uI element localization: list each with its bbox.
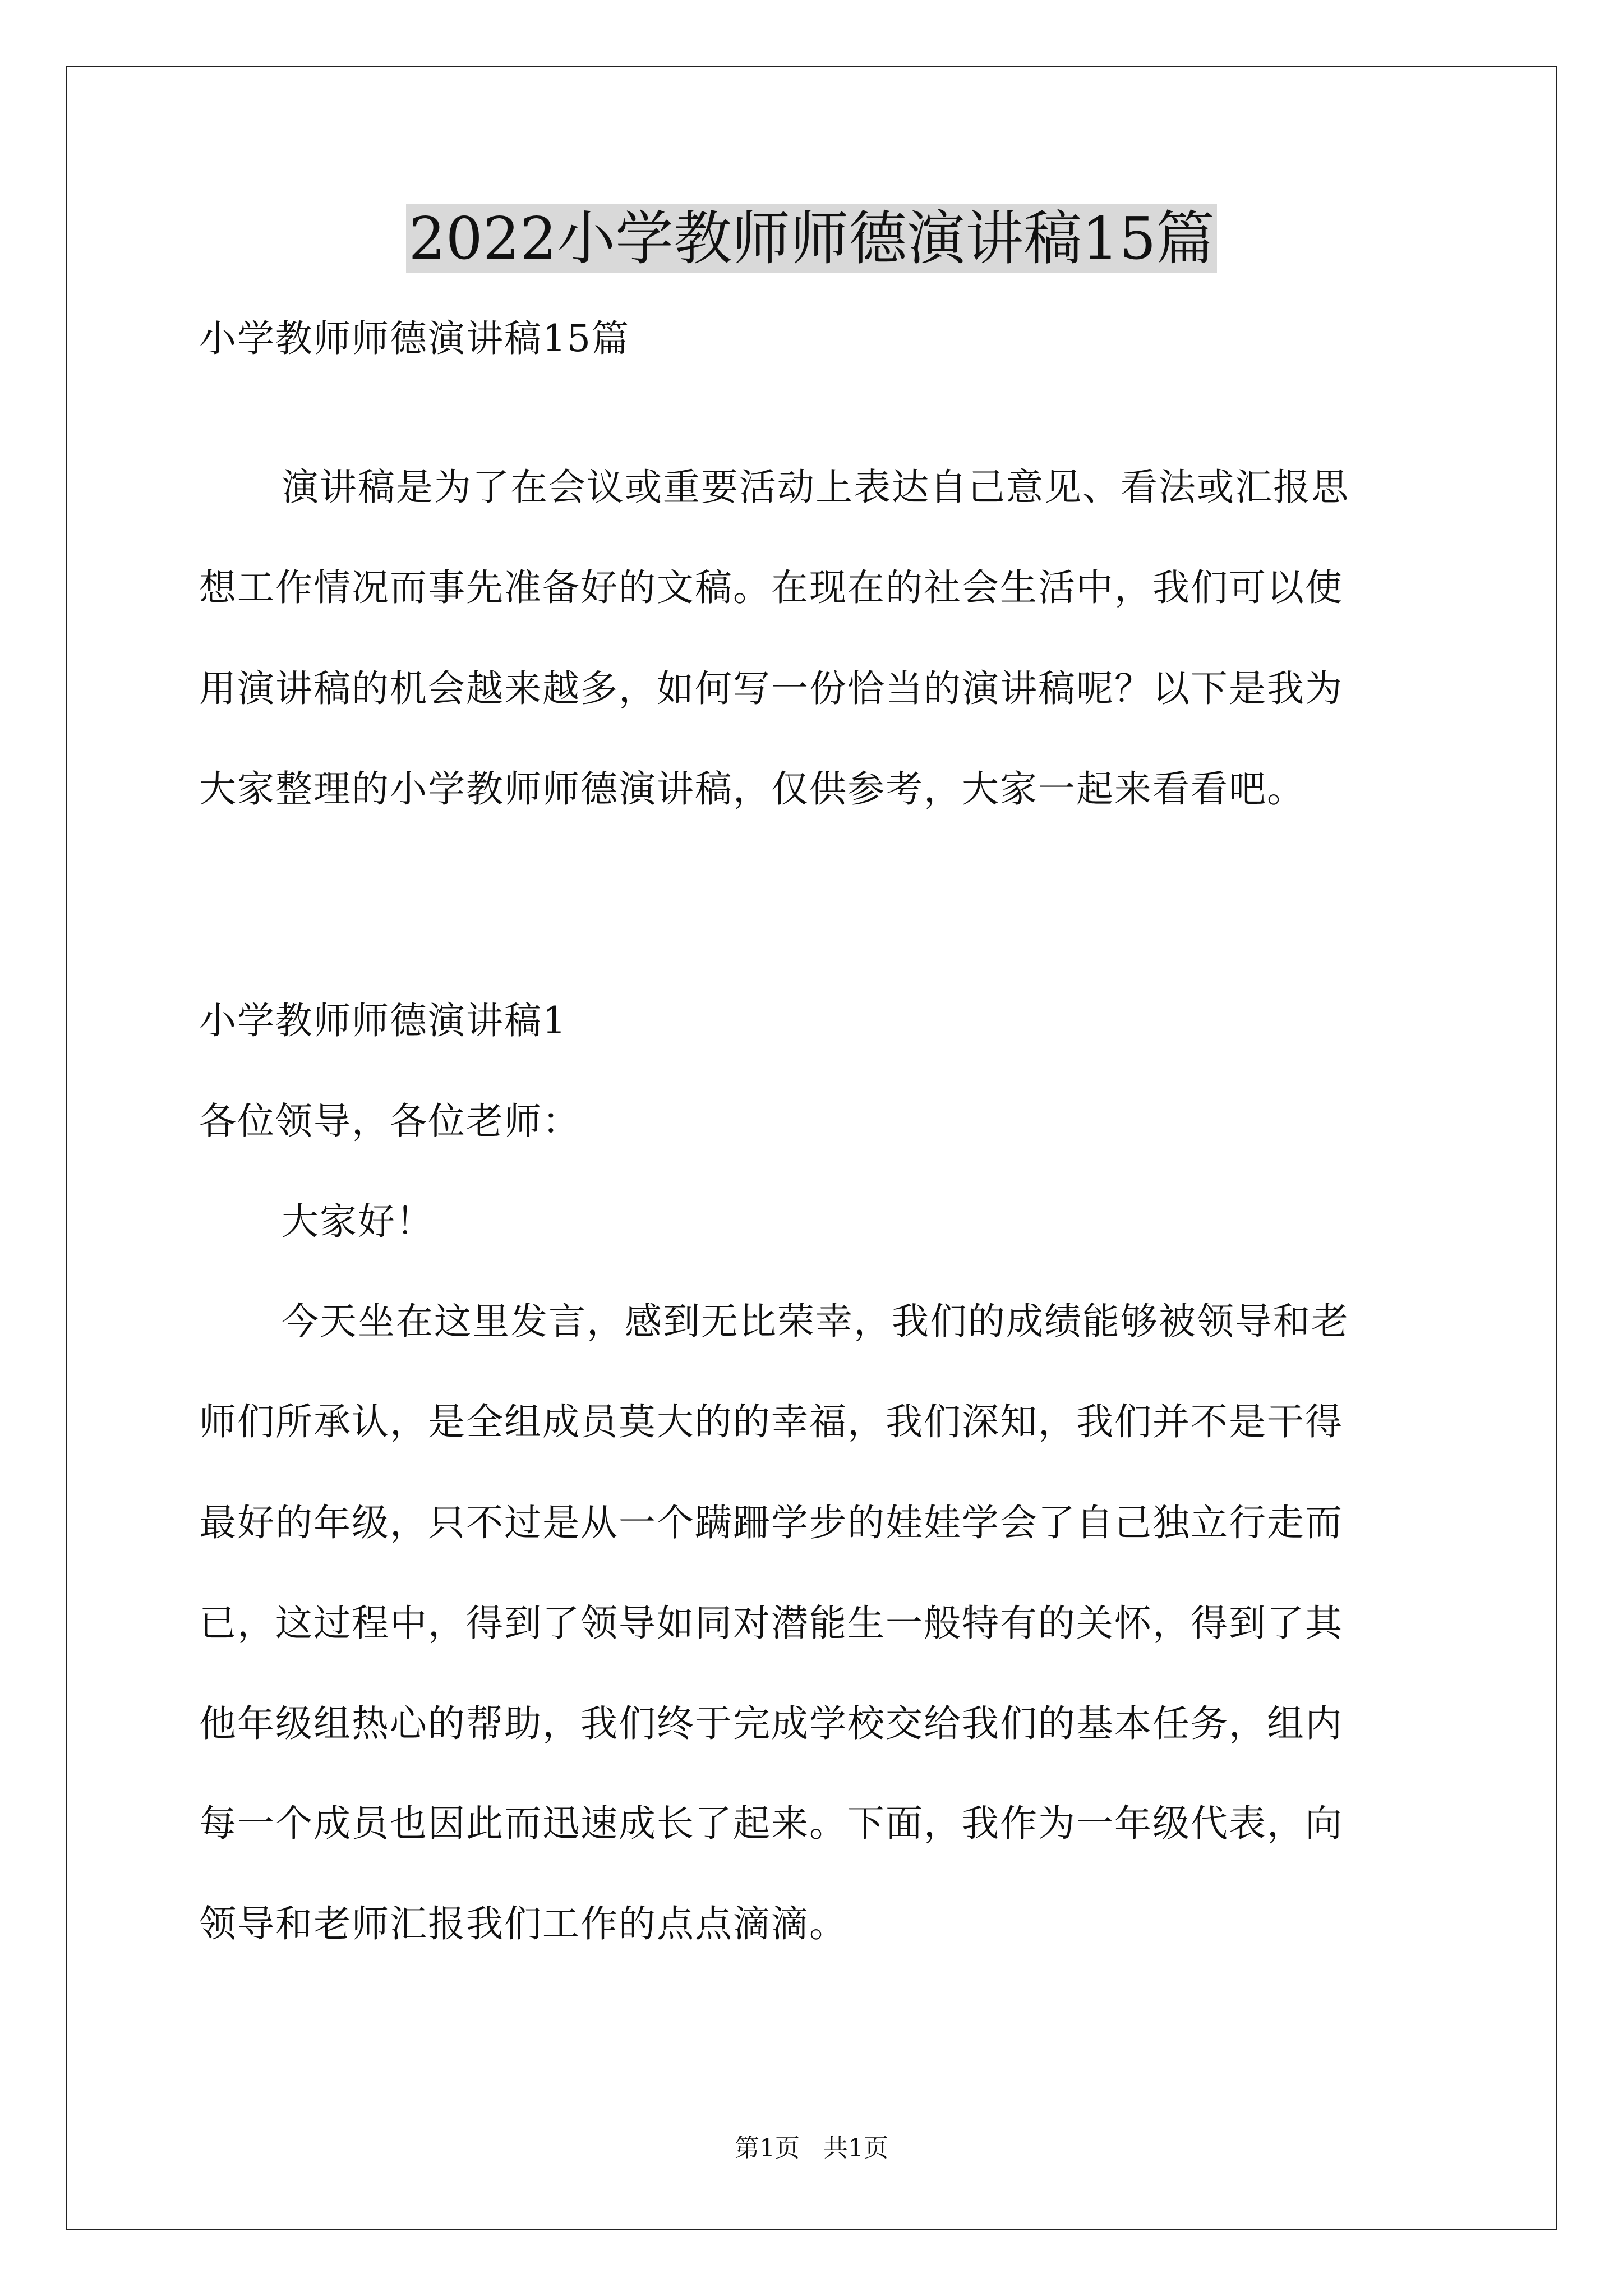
body-line-4: 已，这过程中，得到了领导如同对潜能生一般特有的关怀，得到了其 (199, 1602, 1343, 1645)
intro-line-2: 想工作情况而事先准备好的文稿。在现在的社会生活中，我们可以使 (199, 566, 1343, 609)
body-line-3: 最好的年级，只不过是从一个蹒跚学步的娃娃学会了自己独立行走而 (199, 1501, 1343, 1544)
document-title: 2022小学教师师德演讲稿15篇 (0, 199, 1623, 278)
document-subtitle: 小学教师师德演讲稿15篇 (199, 317, 630, 360)
intro-line-3: 用演讲稿的机会越来越多，如何写一份恰当的演讲稿呢？以下是我为 (199, 667, 1343, 710)
body-line-6: 每一个成员也因此而迅速成长了起来。下面，我作为一年级代表，向 (199, 1802, 1343, 1845)
salutation: 各位领导，各位老师： (199, 1099, 580, 1143)
body-line-5: 他年级组热心的帮助，我们终于完成学校交给我们的基本任务，组内 (199, 1702, 1343, 1745)
intro-line-1: 演讲稿是为了在会议或重要活动上表达自己意见、看法或汇报思 (282, 466, 1349, 509)
section-heading: 小学教师师德演讲稿1 (199, 999, 567, 1042)
intro-line-4: 大家整理的小学教师师德演讲稿，仅供参考，大家一起来看看吧。 (199, 767, 1305, 811)
body-line-1: 今天坐在这里发言，感到无比荣幸，我们的成绩能够被领导和老 (282, 1300, 1349, 1343)
page-footer: 第1页 共1页 (735, 2134, 888, 2162)
body-line-2: 师们所承认，是全组成员莫大的的幸福，我们深知，我们并不是干得 (199, 1400, 1343, 1443)
body-line-7: 领导和老师汇报我们工作的点点滴滴。 (199, 1902, 847, 1945)
greeting: 大家好！ (282, 1200, 434, 1243)
